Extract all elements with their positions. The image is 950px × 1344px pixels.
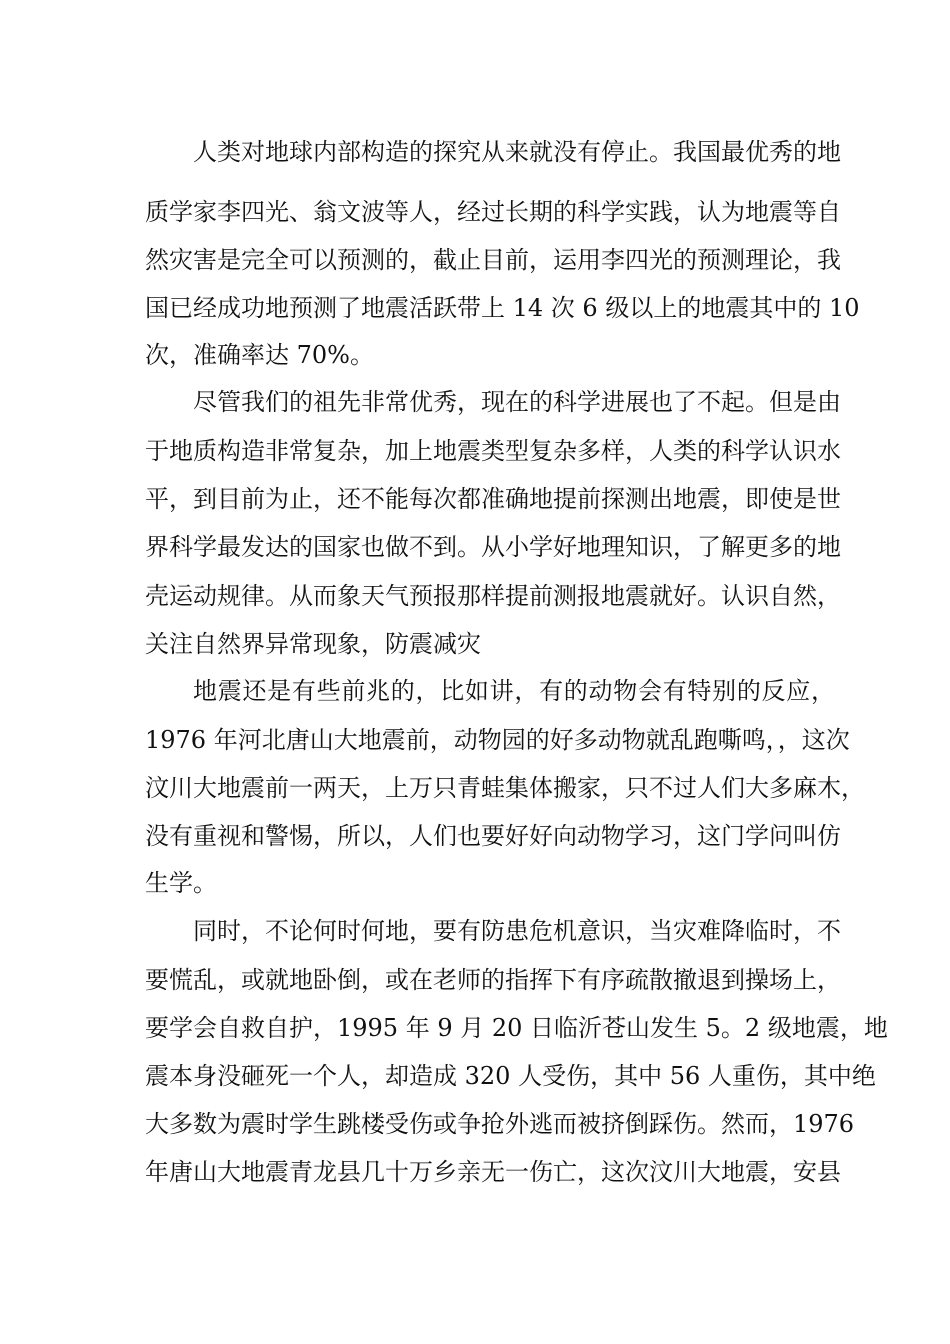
paragraph-1-line-5: 次，准确率达 70%。 <box>145 341 374 369</box>
paragraph-3-line-3: 汶川大地震前一两天，上万只青蛙集体搬家，只不过人们大多麻木， <box>145 774 865 802</box>
paragraph-2-line-3: 平，到目前为止，还不能每次都准确地提前探测出地震，即使是世 <box>145 485 841 513</box>
paragraph-2-line-6: 关注自然界异常现象，防震减灾 <box>145 630 481 658</box>
paragraph-1-line-4: 国已经成功地预测了地震活跃带上 14 次 6 级以上的地震其中的 10 <box>145 294 860 322</box>
paragraph-2-line-1: 尽管我们的祖先非常优秀，现在的科学进展也了不起。但是由 <box>193 388 841 416</box>
paragraph-2-line-4: 界科学最发达的国家也做不到。从小学好地理知识，了解更多的地 <box>145 533 841 561</box>
paragraph-3-line-4: 没有重视和警惕，所以，人们也要好好向动物学习，这门学问叫仿 <box>145 822 841 850</box>
paragraph-4-line-5: 大多数为震时学生跳楼受伤或争抢外逃而被挤倒踩伤。然而，1976 <box>145 1110 855 1138</box>
paragraph-4-line-4: 震本身没砸死一个人，却造成 320 人受伤，其中 56 人重伤，其中绝 <box>145 1062 876 1090</box>
paragraph-2-line-5: 壳运动规律。从而象天气预报那样提前测报地震就好。认识自然， <box>145 582 841 610</box>
paragraph-4-line-3: 要学会自救自护，1995 年 9 月 20 日临沂苍山发生 5。2 级地震，地 <box>145 1014 888 1042</box>
paragraph-3-line-5: 生学。 <box>145 869 217 897</box>
paragraph-2-line-2: 于地质构造非常复杂，加上地震类型复杂多样，人类的科学认识水 <box>145 437 841 465</box>
paragraph-3-line-2: 1976 年河北唐山大地震前，动物园的好多动物就乱跑嘶鸣，，这次 <box>145 726 850 754</box>
paragraph-1-line-2: 质学家李四光、翁文波等人，经过长期的科学实践，认为地震等自 <box>145 198 841 226</box>
paragraph-1-line-3: 然灾害是完全可以预测的，截止目前，运用李四光的预测理论，我 <box>145 246 841 274</box>
paragraph-4-line-1: 同时，不论何时何地，要有防患危机意识，当灾难降临时，不 <box>193 917 841 945</box>
paragraph-4-line-6: 年唐山大地震青龙县几十万乡亲无一伤亡，这次汶川大地震，安县 <box>145 1158 841 1186</box>
paragraph-1-line-1: 人类对地球内部构造的探究从来就没有停止。我国最优秀的地 <box>193 138 841 166</box>
paragraph-4-line-2: 要慌乱，或就地卧倒，或在老师的指挥下有序疏散撤退到操场上， <box>145 966 841 994</box>
paragraph-3-line-1: 地震还是有些前兆的，比如讲，有的动物会有特别的反应， <box>193 677 835 705</box>
